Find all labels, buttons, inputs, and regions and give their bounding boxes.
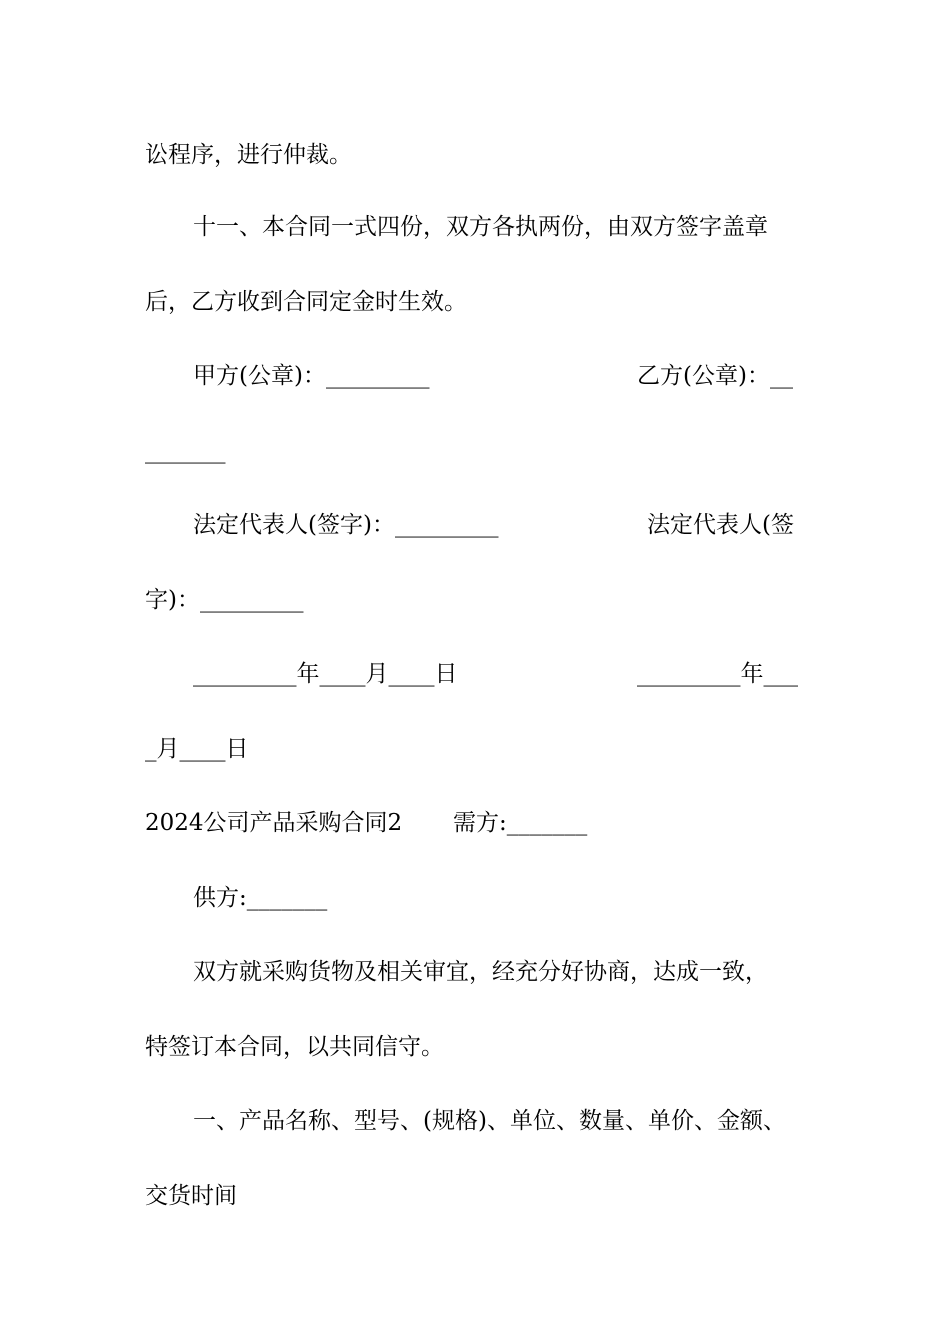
clause-eleven-text: 十一、本合同一式四份，双方各执两份，由双方签字盖章 <box>193 214 768 240</box>
clause-one-continued: 交货时间 <box>145 1183 237 1209</box>
supplier-field: 供方:_______ <box>193 885 328 911</box>
party-a-seal-field: 甲方(公章)：_________ <box>193 363 430 389</box>
party-b-seal-blank-continued: _______ <box>145 438 226 464</box>
party-b-date-continued: _月____日 <box>145 736 249 762</box>
party-b-date-field: _________年___ <box>637 661 798 687</box>
party-b-seal-field: 乙方(公章)：__ <box>637 363 793 389</box>
preamble-continued: 特签订本合同，以共同信守。 <box>145 1034 444 1060</box>
text-line-arbitration: 讼程序，进行仲裁。 <box>145 142 352 168</box>
party-b-representative-field: 法定代表人(签 <box>647 512 794 538</box>
clause-eleven-continued: 后，乙方收到合同定金时生效。 <box>145 289 467 315</box>
party-a-representative-field: 法定代表人(签字)：_________ <box>193 512 499 538</box>
contract-title: 2024公司产品采购合同2 <box>145 810 403 836</box>
preamble-text: 双方就采购货物及相关审宜，经充分好协商，达成一致， <box>193 959 768 985</box>
clause-one-text: 一、产品名称、型号、(规格)、单位、数量、单价、金额、 <box>193 1108 786 1134</box>
buyer-field: 需方:_______ <box>453 810 588 836</box>
party-b-representative-continued: 字)：_________ <box>145 587 304 613</box>
party-a-date-field: _________年____月____日 <box>193 661 458 687</box>
